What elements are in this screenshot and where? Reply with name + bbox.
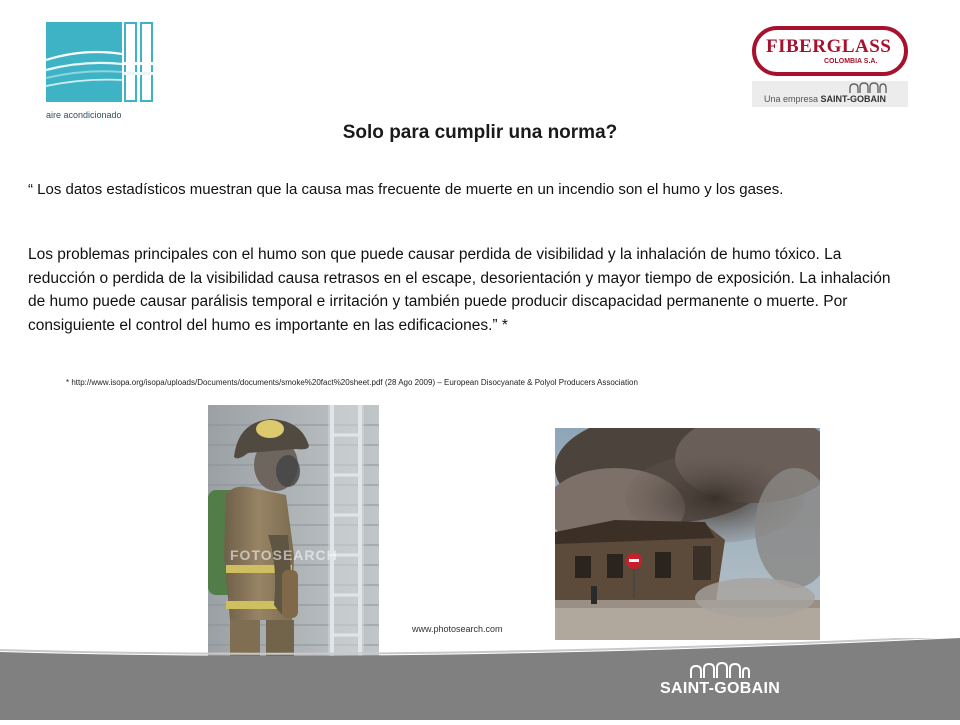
burning-house-photo — [555, 428, 820, 640]
footer-shape — [0, 638, 960, 720]
burning-house-image — [555, 428, 820, 640]
photo-credit: www.photosearch.com — [412, 624, 503, 634]
page-title: Solo para cumplir una norma? — [342, 122, 618, 143]
footer-band — [0, 638, 960, 720]
paragraph-smoke-problems: Los problemas principales con el humo son que puede causar perdida de visibilidad y la inhalación de humo tóxico. La reducción o perdida de la visibilidad causa retrasos en el escape, desorientación y mayor tiempo de exposición. La inhalación de humo puede causar parálisis temporal e irritación y también puede producir discapacidad permanente o muerte. Por consiguiente el control del humo es importante en las edificaciones.” * — [28, 246, 891, 334]
fiberglass-brand: FIBERGLASS — [766, 36, 892, 57]
firefighter-photo — [208, 405, 379, 662]
fiberglass-subtitle: COLOMBIA S.A. — [824, 58, 878, 65]
saint-gobain-footer-logo — [660, 662, 780, 702]
saint-gobain-footer-arches-icon — [688, 662, 750, 678]
firefighter-image — [208, 405, 379, 662]
saint-gobain-footer-name: SAINT-GOBAIN — [660, 680, 781, 697]
tagline-prefix: Una empresa — [764, 94, 821, 104]
saint-gobain-arches-icon — [848, 82, 888, 93]
paragraph-statistics: “ Los datos estadísticos muestran que la causa mas frecuente de muerte en un incendio son el humo y los gases. — [28, 181, 784, 198]
tagline-company: SAINT-GOBAIN — [820, 94, 887, 104]
aire-logo-graphic — [44, 20, 156, 110]
fotosearch-watermark: FOTOSEARCH — [230, 547, 338, 563]
aire-logo-caption: aire acondicionado — [46, 110, 122, 120]
footnote-source: * http://www.isopa.org/isopa/uploads/Documents/documents/smoke%20fact%20sheet.pdf (28 Ago 2009) – European Disocyanate & Polyol Producers Association — [66, 378, 638, 387]
fiberglass-tagline — [764, 94, 886, 104]
fiberglass-logo — [752, 26, 912, 108]
aire-acondicionado-logo — [44, 20, 156, 124]
